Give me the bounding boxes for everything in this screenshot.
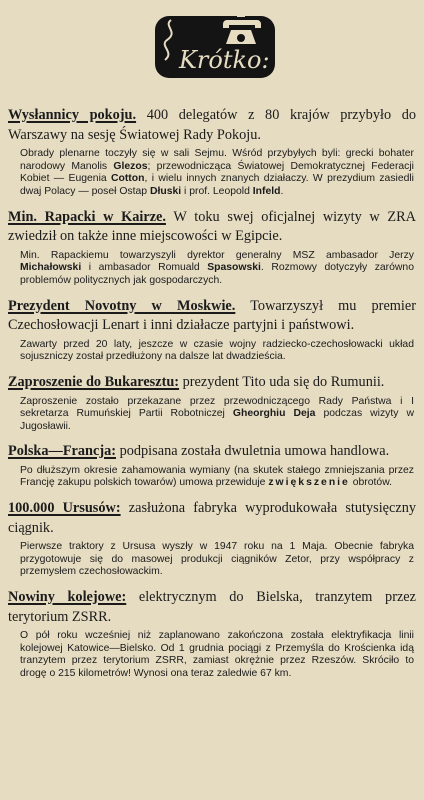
body-text: Pierwsze traktory z Ursusa wyszły w 1947 roku na 1 Maja. Obecnie fabryka przygotowuje się do masowej produkcji ciągników Zetor, przy współpracy z przemysłem czechosłowackim. bbox=[20, 541, 414, 578]
news-body bbox=[8, 630, 416, 680]
emphasized-name: Cotton bbox=[111, 173, 145, 185]
body-text: i prof. Leopold bbox=[181, 185, 253, 197]
emphasized-name: Michałowski bbox=[20, 262, 82, 274]
news-item bbox=[8, 297, 416, 364]
body-text: Po dłuższym okresie zahamowania wymiany (na skutek stałego zmniejszania przez Francję zakupu polskich towarów) umowa przewiduje bbox=[20, 464, 414, 489]
news-item bbox=[8, 373, 416, 433]
news-body bbox=[8, 541, 416, 579]
news-lead-text: 400 delegatów z 80 krajów przybyło do Warszawy na sesję Światowej Rady Pokoju. bbox=[8, 107, 417, 143]
news-body bbox=[8, 396, 416, 434]
news-lead bbox=[8, 373, 416, 393]
news-item bbox=[8, 106, 416, 199]
news-lead-text: W toku swej oficjalnej wizyty w ZRA zwiedził on także inne miejscowości w Egipcie. bbox=[8, 208, 416, 245]
emphasized-name: Glezos bbox=[113, 160, 148, 172]
emphasized-name: Spasowski bbox=[207, 262, 261, 274]
body-text: i ambasador Romuald bbox=[81, 262, 208, 274]
news-lead-text: Towarzyszył mu premier Czechosłowacji Lenart i inni działacze partyjni i państwowi. bbox=[8, 297, 416, 334]
body-text: , i wielu innych znanych działaczy. W prezydium zasiedli dwaj Polacy — poseł Ostap bbox=[20, 173, 414, 197]
news-lead bbox=[8, 208, 416, 247]
news-lead-text: elektrycznym do Bielska, tranzytem przez terytorium ZSRR. bbox=[8, 589, 416, 625]
news-lead bbox=[8, 442, 416, 462]
emphasized-name: Infeld bbox=[252, 185, 281, 197]
news-item bbox=[8, 208, 416, 288]
news-lead-text: prezydent Tito uda się do Rumunii. bbox=[179, 373, 385, 390]
news-lead bbox=[8, 588, 416, 627]
news-headline: Prezydent Novotny w Moskwie. bbox=[8, 297, 236, 314]
body-text: Zawarty przed 20 laty, jeszcze w czasie wojny radziecko-czechosłowacki układ sojuszniczy został przedłużony na dalsze lat dwadzieścia. bbox=[20, 338, 414, 363]
news-headline: Zaproszenie do Bukaresztu: bbox=[8, 373, 180, 390]
news-lead bbox=[8, 499, 416, 538]
masthead bbox=[153, 10, 278, 84]
news-body bbox=[8, 148, 416, 198]
emphasized-name: Gheorghiu Deja bbox=[232, 408, 316, 420]
body-text: Min. Rapackiemu towarzyszyli dyrektor generalny MSZ ambasador Jerzy bbox=[20, 249, 414, 261]
news-headline: Min. Rapacki w Kairze. bbox=[8, 208, 166, 225]
emphasized-name: Dłuski bbox=[149, 185, 182, 197]
masthead-title: Krótko: bbox=[179, 46, 270, 74]
news-lead bbox=[8, 297, 416, 336]
news-lead-text: zasłużona fabryka wyprodukowała stutysięczny ciągnik. bbox=[8, 500, 417, 536]
news-list bbox=[8, 106, 416, 681]
news-lead bbox=[8, 106, 416, 145]
news-item bbox=[8, 442, 416, 490]
news-lead-text: podpisana została dwuletnia umowa handlowa. bbox=[116, 443, 390, 460]
body-text: ; przewodnicząca Światowej Demokratycznej Federacji Kobiet — Eugenia bbox=[20, 160, 414, 185]
news-body bbox=[8, 465, 416, 490]
body-text: O pół roku wcześniej niż zaplanowano zakończona została elektryfikacja linii kolejowej Katowice—Bielsko. Od 1 grudnia pociągi z Przemyśla do Krościenka idą tranzytem przez terytorium ZSRR, zamiast okrężnie przez Rzeszów. Skróciło to drogę o 215 kilometrów! Wynosi ona teraz zaledwie 67 km. bbox=[20, 630, 414, 679]
news-body bbox=[8, 339, 416, 364]
news-headline: Polska—Francja: bbox=[8, 443, 117, 460]
body-text: . Rozmowy dotyczyły zarówno problemów politycznych jak gospodarczych. bbox=[20, 262, 414, 286]
body-text: obrotów. bbox=[349, 477, 393, 489]
news-item bbox=[8, 588, 416, 681]
news-item bbox=[8, 499, 416, 579]
body-text: Zaproszenie zostało przekazane przez przewodniczącego Rady Państwa i I sekretarza Rumuńskiej Partii Robotniczej bbox=[20, 395, 414, 420]
telephone-logo-icon bbox=[153, 10, 278, 84]
news-headline: 100.000 Ursusów: bbox=[8, 500, 121, 517]
body-text: podczas wizyty w Jugosławii. bbox=[20, 408, 414, 432]
emphasized-name: zwiększenie bbox=[268, 477, 350, 489]
news-headline: Nowiny kolejowe: bbox=[8, 589, 127, 606]
news-body bbox=[8, 250, 416, 288]
news-headline: Wysłannicy pokoju. bbox=[8, 107, 137, 123]
body-text: Obrady plenarne toczyły się w sali Sejmu. Wśród przybyłych byli: grecki bohater narodowy Manolis bbox=[20, 148, 414, 172]
body-text: . bbox=[280, 185, 284, 197]
